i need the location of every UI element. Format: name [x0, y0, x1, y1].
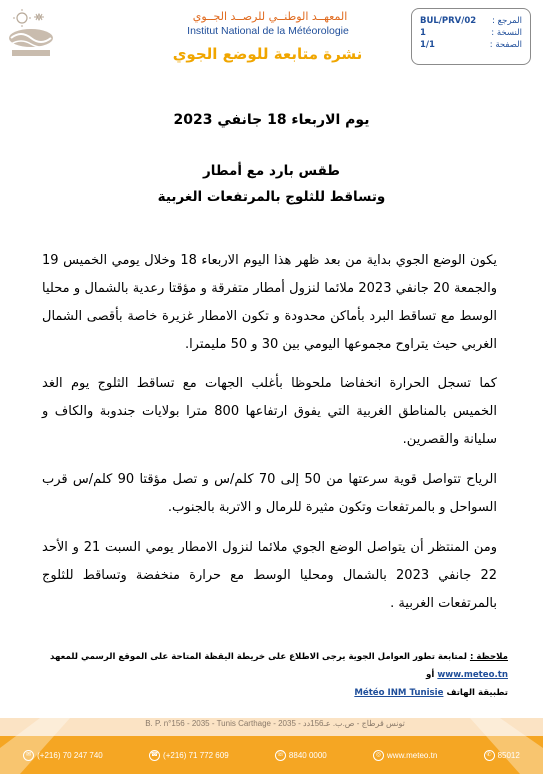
- note-text: لمتابعة تطور العوامل الجوية يرجى الاطلاع على خريطة اليقظة المتاحة على الموقع الرسمي للمعهد: [50, 652, 467, 662]
- bulletin-title: نشرة متابعة للوضع الجوي: [172, 45, 363, 63]
- reference-row: [420, 15, 522, 27]
- headline-line-1: طقس بارد مع أمطار: [202, 163, 340, 179]
- fax-number: (+216) 70 247 740: [37, 750, 103, 760]
- website-contact[interactable]: [373, 750, 437, 761]
- sms-icon: ✆: [484, 750, 495, 761]
- version-label: النسخة :: [491, 28, 522, 38]
- bulletin-date: يوم الاربعاء 18 جانفي 2023: [173, 112, 370, 128]
- note-website-link[interactable]: www.meteo.tn: [437, 670, 508, 680]
- note-app-text: تطبيقة الهاتف: [446, 688, 508, 698]
- version-value: 1: [420, 28, 426, 38]
- footer-address: B. P. n°156 - 2035 - Tunis Carthage - 2035 - تونس قرطاج - ص.ب. عـ156دد: [145, 719, 405, 728]
- green-number-icon: ☏: [275, 750, 286, 761]
- paragraph-4: ومن المنتظر أن يتواصل الوضع الجوي ملائما لنزول الامطار يومي السبت 21 و الأحد 22 جانفي 2023 بالشمال ومحليا الوسط مع حرارة منخفضة وتساقط للثلوج بالمرتفعات الغربية .: [42, 540, 497, 611]
- headline-line-2: وتساقط للثلوج بالمرتفعات الغربية: [157, 189, 386, 205]
- paragraph-3: الرياح تتواصل قوية سرعتها من 50 إلى 70 كلم/س و تصل مؤقتا 90 كلم/س قرب السواحل و بالمرتفعات وتكون مثيرة للرمال و الاتربة بالجنوب.: [42, 472, 497, 515]
- paragraph-1: يكون الوضع الجوي بداية من بعد ظهر هذا اليوم الاربعاء 18 وخلال يومي الخميس 19 والجمعة 20 جانفي 2023 ملائما لنزول أمطار متفرقة و مؤقتا رعدية بالشمال و محليا الوسط مع تساقط البرد بأماكن محدودة و تكون الامطار غزيرة خاصة بأقصى الشمال الغربي حيث يتراوح مجموعها اليومي بين 30 و 50 مليمترا.: [42, 253, 498, 352]
- page-value: 1/1: [420, 40, 435, 50]
- sms-number: 85012: [497, 750, 520, 760]
- page-label: الصفحة :: [489, 40, 522, 50]
- note: [40, 648, 508, 702]
- note-label: ملاحظة :: [469, 652, 508, 662]
- green-number: 8840 0000: [288, 750, 327, 760]
- footer: [0, 718, 543, 774]
- sms-contact: [484, 750, 520, 761]
- reference-label: المرجع :: [492, 16, 522, 26]
- footer-website[interactable]: www.meteo.tn: [387, 750, 438, 760]
- paragraph-2: كما تسجل الحرارة انخفاضا ملحوظا بأغلب الجهات مع تساقط الثلوج يوم الغد الخميس بالمناطق الغربية التي يفوق ارتفاعها 800 مترا بولايات جندوبة والكاف و سليانة والقصرين.: [42, 376, 497, 447]
- reference-box: [411, 8, 531, 65]
- phone-icon: ☎: [149, 750, 160, 761]
- fax-icon: ✉: [23, 750, 34, 761]
- institute-name-arabic: المعهــد الوطنــي للرصــد الجــوي: [192, 10, 348, 23]
- green-number-contact: [275, 750, 327, 761]
- globe-icon: ◎: [373, 750, 384, 761]
- phone-number: (+216) 71 772 609: [163, 750, 229, 760]
- institute-name-french: Institut National de la Météorologie: [187, 25, 349, 37]
- note-or: أو: [426, 670, 435, 680]
- version-row: [420, 27, 522, 39]
- inm-logo: [6, 8, 56, 60]
- page-row: [420, 39, 522, 51]
- fax-contact: [23, 750, 103, 761]
- phone-contact: [149, 750, 229, 761]
- footer-contacts: [0, 745, 543, 765]
- note-app-name[interactable]: Météo INM Tunisie: [354, 688, 444, 698]
- reference-value: BUL/PRV/02: [420, 16, 477, 26]
